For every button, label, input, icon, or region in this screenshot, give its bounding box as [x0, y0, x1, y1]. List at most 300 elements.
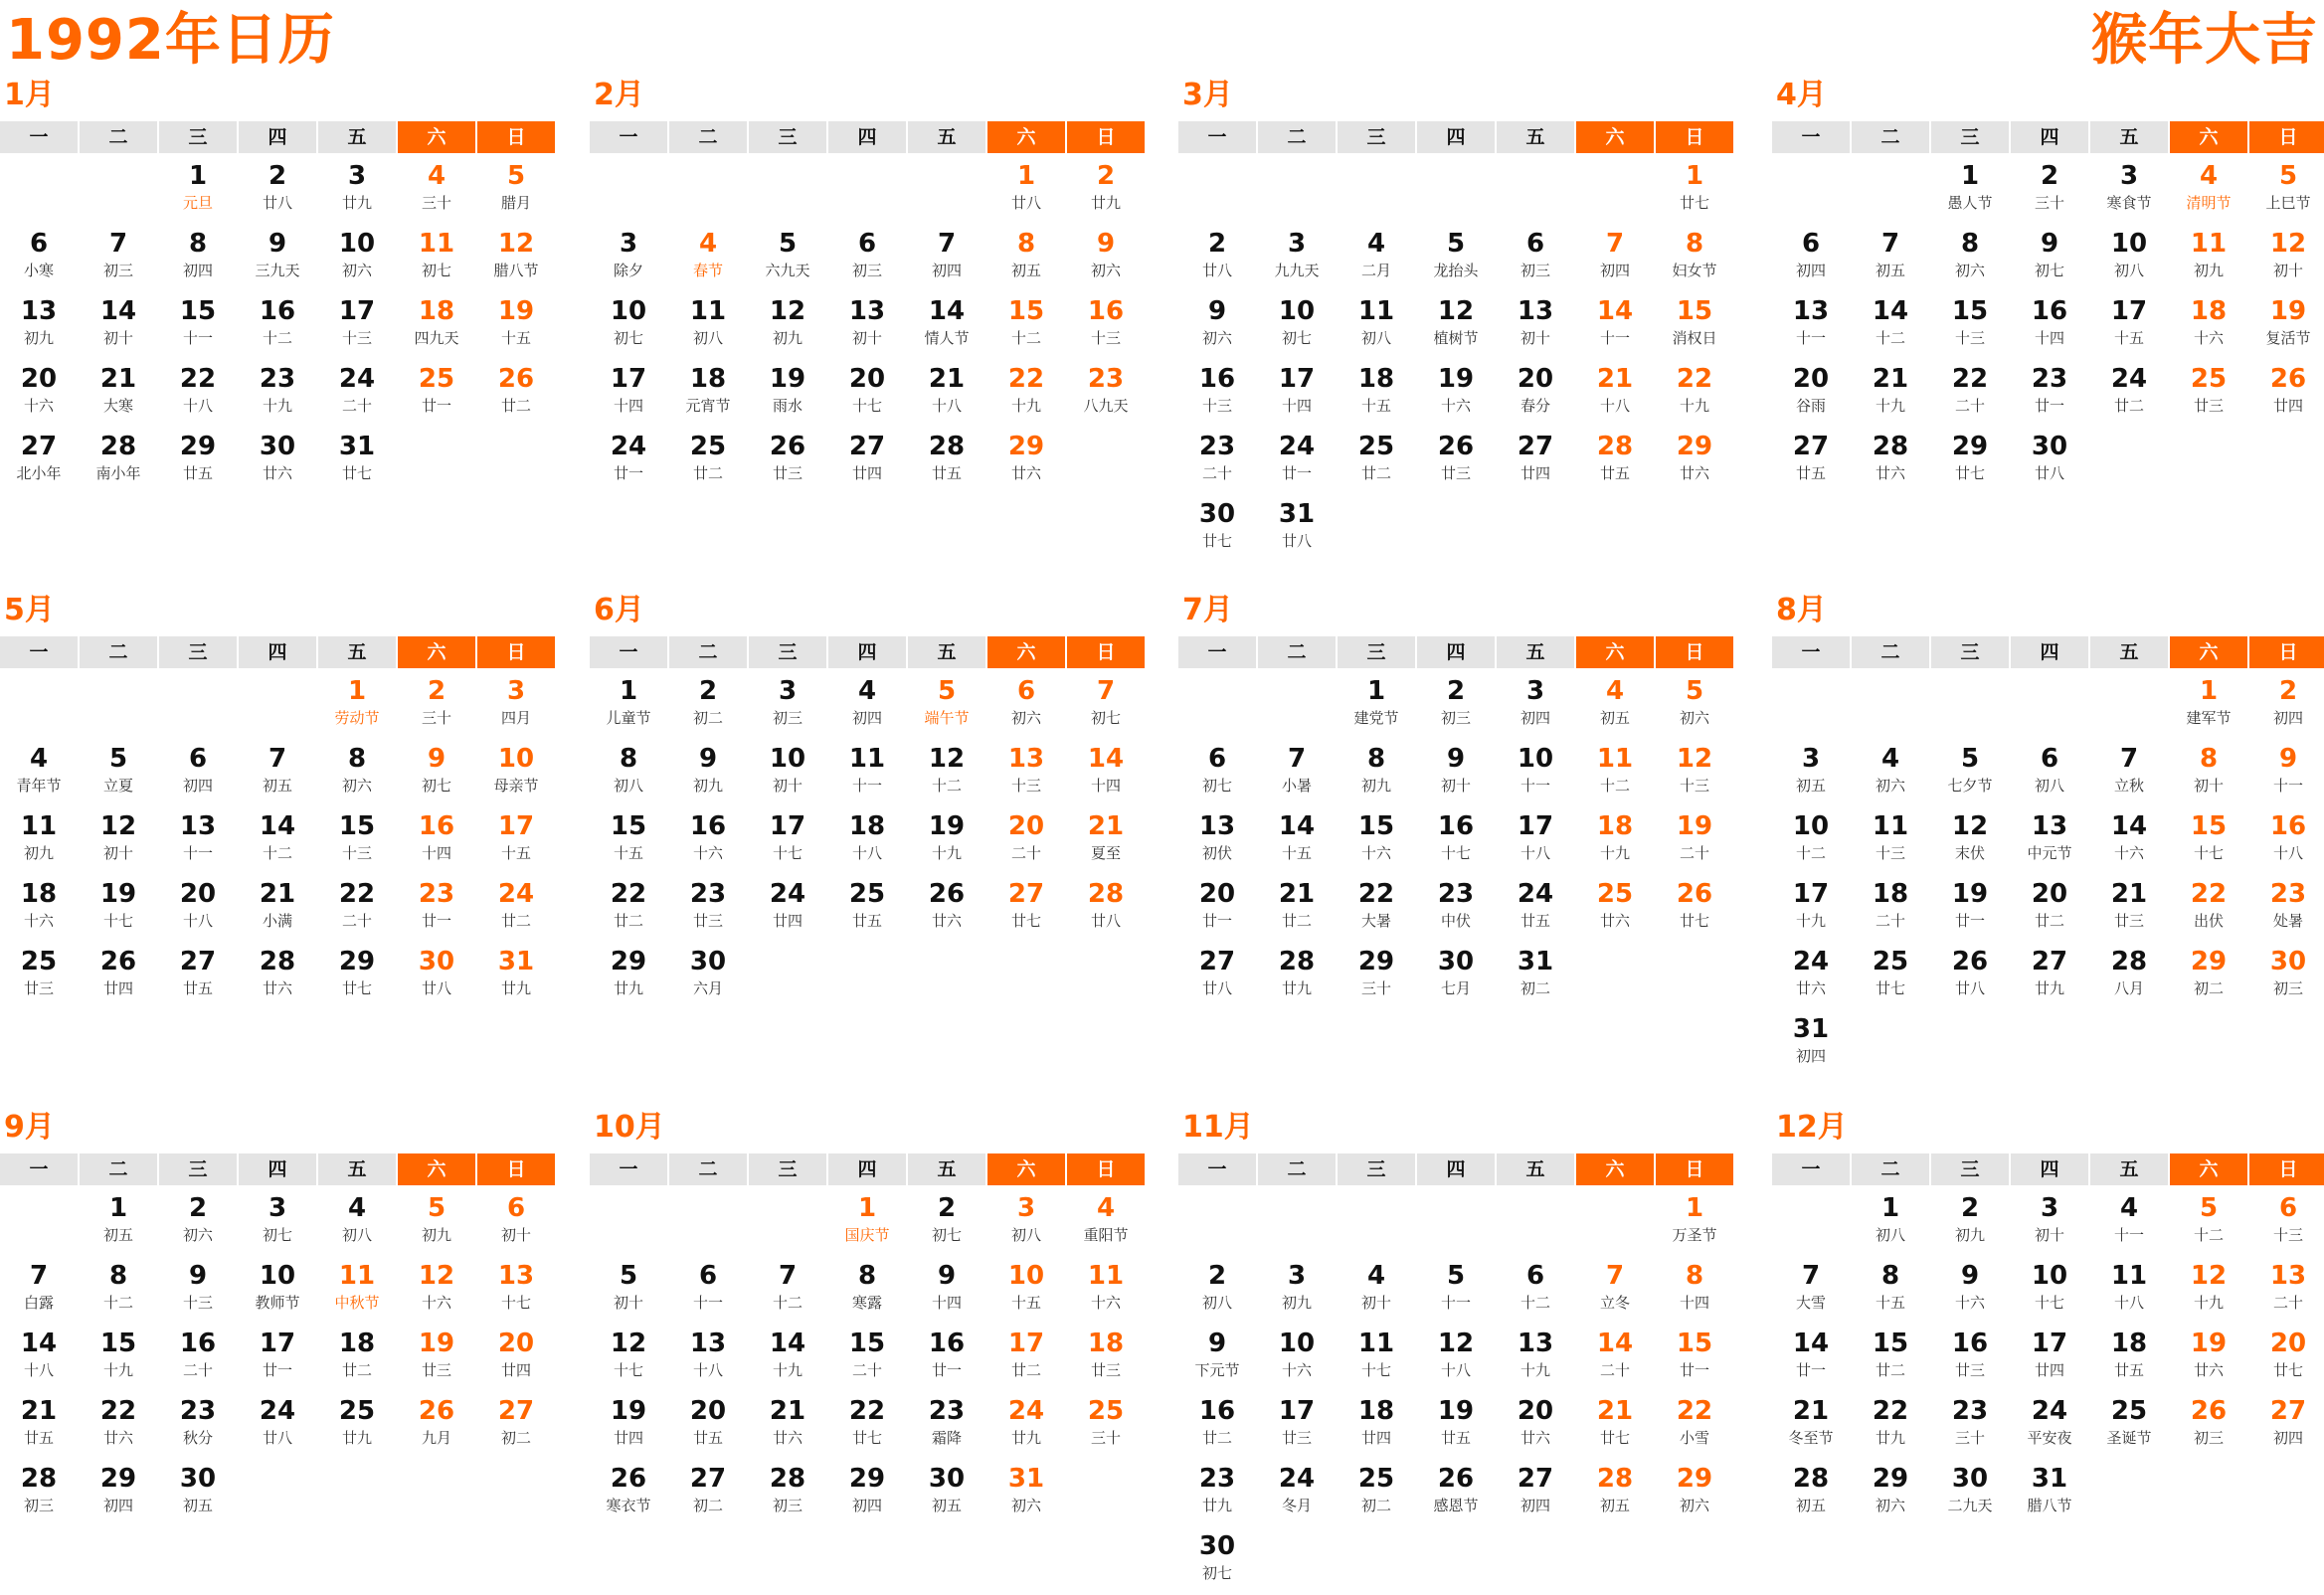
day-cell[interactable] [80, 360, 157, 428]
day-cell[interactable] [1772, 943, 1850, 1010]
day-cell[interactable] [1931, 1189, 2009, 1257]
day-cell[interactable] [590, 428, 667, 495]
day-cell[interactable] [159, 1460, 237, 1527]
day-cell[interactable] [2170, 875, 2247, 943]
day-cell[interactable] [987, 1257, 1065, 1325]
day-cell[interactable] [1067, 875, 1145, 943]
day-cell[interactable] [477, 943, 555, 1010]
day-cell[interactable] [1497, 875, 1574, 943]
day-cell[interactable] [828, 672, 906, 740]
day-cell[interactable] [749, 1325, 826, 1392]
day-cell[interactable] [1258, 1325, 1336, 1392]
day-cell[interactable] [1067, 225, 1145, 292]
day-cell[interactable] [908, 1257, 985, 1325]
day-cell[interactable] [1656, 807, 1733, 875]
day-cell[interactable] [669, 225, 747, 292]
day-cell[interactable] [2011, 1392, 2088, 1460]
day-cell[interactable] [1931, 1325, 2009, 1392]
day-cell[interactable] [1576, 1460, 1654, 1527]
day-cell[interactable] [239, 1189, 316, 1257]
day-cell[interactable] [1656, 225, 1733, 292]
day-cell[interactable] [908, 1189, 985, 1257]
day-cell[interactable] [2090, 1325, 2168, 1392]
day-cell[interactable] [669, 672, 747, 740]
day-cell[interactable] [1931, 1460, 2009, 1527]
day-cell[interactable] [828, 428, 906, 495]
day-cell[interactable] [477, 292, 555, 360]
day-cell[interactable] [0, 943, 78, 1010]
day-cell[interactable] [477, 1325, 555, 1392]
day-cell[interactable] [1772, 360, 1850, 428]
day-cell[interactable] [477, 672, 555, 740]
day-cell[interactable] [1497, 360, 1574, 428]
day-cell[interactable] [590, 1392, 667, 1460]
day-cell[interactable] [398, 157, 475, 225]
day-cell[interactable] [477, 1392, 555, 1460]
day-cell[interactable] [2090, 807, 2168, 875]
day-cell[interactable] [1338, 360, 1415, 428]
day-cell[interactable] [1338, 1325, 1415, 1392]
day-cell[interactable] [1417, 360, 1495, 428]
day-cell[interactable] [1178, 225, 1256, 292]
day-cell[interactable] [1852, 428, 1929, 495]
day-cell[interactable] [1931, 292, 2009, 360]
day-cell[interactable] [1258, 1460, 1336, 1527]
day-cell[interactable] [2090, 360, 2168, 428]
day-cell[interactable] [828, 740, 906, 807]
day-cell[interactable] [1656, 1257, 1733, 1325]
day-cell[interactable] [749, 225, 826, 292]
day-cell[interactable] [2090, 225, 2168, 292]
day-cell[interactable] [1497, 1257, 1574, 1325]
day-cell[interactable] [908, 1460, 985, 1527]
day-cell[interactable] [1338, 875, 1415, 943]
day-cell[interactable] [1656, 360, 1733, 428]
day-cell[interactable] [1772, 1460, 1850, 1527]
day-cell[interactable] [159, 1189, 237, 1257]
day-cell[interactable] [1852, 1257, 1929, 1325]
day-cell[interactable] [159, 225, 237, 292]
day-cell[interactable] [590, 875, 667, 943]
day-cell[interactable] [987, 807, 1065, 875]
day-cell[interactable] [239, 360, 316, 428]
day-cell[interactable] [669, 360, 747, 428]
day-cell[interactable] [669, 875, 747, 943]
day-cell[interactable] [1417, 807, 1495, 875]
day-cell[interactable] [159, 807, 237, 875]
day-cell[interactable] [590, 1325, 667, 1392]
day-cell[interactable] [590, 1460, 667, 1527]
day-cell[interactable] [1178, 740, 1256, 807]
day-cell[interactable] [2011, 360, 2088, 428]
day-cell[interactable] [1656, 672, 1733, 740]
day-cell[interactable] [1852, 1325, 1929, 1392]
day-cell[interactable] [80, 292, 157, 360]
day-cell[interactable] [828, 1189, 906, 1257]
day-cell[interactable] [1576, 1392, 1654, 1460]
day-cell[interactable] [398, 1257, 475, 1325]
day-cell[interactable] [1772, 1010, 1850, 1078]
day-cell[interactable] [1067, 807, 1145, 875]
day-cell[interactable] [1338, 1460, 1415, 1527]
day-cell[interactable] [669, 1257, 747, 1325]
day-cell[interactable] [908, 807, 985, 875]
day-cell[interactable] [398, 740, 475, 807]
day-cell[interactable] [318, 1189, 396, 1257]
day-cell[interactable] [1258, 1392, 1336, 1460]
day-cell[interactable] [1417, 1325, 1495, 1392]
day-cell[interactable] [80, 875, 157, 943]
day-cell[interactable] [159, 428, 237, 495]
day-cell[interactable] [1931, 360, 2009, 428]
day-cell[interactable] [1067, 1325, 1145, 1392]
day-cell[interactable] [1417, 672, 1495, 740]
day-cell[interactable] [159, 360, 237, 428]
day-cell[interactable] [669, 943, 747, 1010]
day-cell[interactable] [1852, 1392, 1929, 1460]
day-cell[interactable] [987, 360, 1065, 428]
day-cell[interactable] [398, 225, 475, 292]
day-cell[interactable] [2090, 292, 2168, 360]
day-cell[interactable] [0, 1325, 78, 1392]
day-cell[interactable] [908, 292, 985, 360]
day-cell[interactable] [2011, 807, 2088, 875]
day-cell[interactable] [590, 225, 667, 292]
day-cell[interactable] [828, 360, 906, 428]
day-cell[interactable] [239, 1392, 316, 1460]
day-cell[interactable] [1497, 428, 1574, 495]
day-cell[interactable] [2249, 943, 2324, 1010]
day-cell[interactable] [318, 807, 396, 875]
day-cell[interactable] [2170, 807, 2247, 875]
day-cell[interactable] [1656, 1460, 1733, 1527]
day-cell[interactable] [318, 672, 396, 740]
day-cell[interactable] [908, 428, 985, 495]
day-cell[interactable] [2170, 1257, 2247, 1325]
day-cell[interactable] [239, 225, 316, 292]
day-cell[interactable] [398, 1189, 475, 1257]
day-cell[interactable] [1338, 943, 1415, 1010]
day-cell[interactable] [1772, 292, 1850, 360]
day-cell[interactable] [2249, 1189, 2324, 1257]
day-cell[interactable] [1178, 807, 1256, 875]
day-cell[interactable] [0, 360, 78, 428]
day-cell[interactable] [749, 1257, 826, 1325]
day-cell[interactable] [1497, 672, 1574, 740]
day-cell[interactable] [1852, 740, 1929, 807]
day-cell[interactable] [987, 875, 1065, 943]
day-cell[interactable] [2011, 740, 2088, 807]
day-cell[interactable] [1178, 360, 1256, 428]
day-cell[interactable] [477, 1257, 555, 1325]
day-cell[interactable] [1772, 225, 1850, 292]
day-cell[interactable] [1417, 1392, 1495, 1460]
day-cell[interactable] [1497, 943, 1574, 1010]
day-cell[interactable] [1852, 360, 1929, 428]
day-cell[interactable] [2249, 1257, 2324, 1325]
day-cell[interactable] [1178, 943, 1256, 1010]
day-cell[interactable] [318, 157, 396, 225]
day-cell[interactable] [477, 807, 555, 875]
day-cell[interactable] [1656, 157, 1733, 225]
day-cell[interactable] [1852, 292, 1929, 360]
day-cell[interactable] [1417, 1460, 1495, 1527]
day-cell[interactable] [1338, 225, 1415, 292]
day-cell[interactable] [1656, 1325, 1733, 1392]
day-cell[interactable] [828, 1257, 906, 1325]
day-cell[interactable] [1772, 1257, 1850, 1325]
day-cell[interactable] [749, 360, 826, 428]
day-cell[interactable] [2011, 875, 2088, 943]
day-cell[interactable] [2249, 1325, 2324, 1392]
day-cell[interactable] [1417, 1257, 1495, 1325]
day-cell[interactable] [239, 740, 316, 807]
day-cell[interactable] [80, 943, 157, 1010]
day-cell[interactable] [987, 157, 1065, 225]
day-cell[interactable] [1338, 672, 1415, 740]
day-cell[interactable] [1772, 1325, 1850, 1392]
day-cell[interactable] [908, 740, 985, 807]
day-cell[interactable] [669, 1325, 747, 1392]
day-cell[interactable] [2011, 225, 2088, 292]
day-cell[interactable] [749, 1460, 826, 1527]
day-cell[interactable] [828, 1392, 906, 1460]
day-cell[interactable] [987, 740, 1065, 807]
day-cell[interactable] [1338, 1257, 1415, 1325]
day-cell[interactable] [1067, 157, 1145, 225]
day-cell[interactable] [159, 740, 237, 807]
day-cell[interactable] [318, 1392, 396, 1460]
day-cell[interactable] [0, 1392, 78, 1460]
day-cell[interactable] [1931, 943, 2009, 1010]
day-cell[interactable] [1497, 1392, 1574, 1460]
day-cell[interactable] [477, 875, 555, 943]
day-cell[interactable] [1497, 225, 1574, 292]
day-cell[interactable] [0, 292, 78, 360]
day-cell[interactable] [2170, 1325, 2247, 1392]
day-cell[interactable] [0, 225, 78, 292]
day-cell[interactable] [1656, 1392, 1733, 1460]
day-cell[interactable] [828, 225, 906, 292]
day-cell[interactable] [80, 1257, 157, 1325]
day-cell[interactable] [2170, 740, 2247, 807]
day-cell[interactable] [669, 292, 747, 360]
day-cell[interactable] [2090, 1392, 2168, 1460]
day-cell[interactable] [1931, 1257, 2009, 1325]
day-cell[interactable] [2011, 1189, 2088, 1257]
day-cell[interactable] [2011, 157, 2088, 225]
day-cell[interactable] [1178, 495, 1256, 563]
day-cell[interactable] [669, 1392, 747, 1460]
day-cell[interactable] [987, 672, 1065, 740]
day-cell[interactable] [159, 875, 237, 943]
day-cell[interactable] [908, 672, 985, 740]
day-cell[interactable] [749, 428, 826, 495]
day-cell[interactable] [1576, 875, 1654, 943]
day-cell[interactable] [1417, 428, 1495, 495]
day-cell[interactable] [590, 1257, 667, 1325]
day-cell[interactable] [318, 1257, 396, 1325]
day-cell[interactable] [2249, 875, 2324, 943]
day-cell[interactable] [1067, 292, 1145, 360]
day-cell[interactable] [80, 225, 157, 292]
day-cell[interactable] [1931, 740, 2009, 807]
day-cell[interactable] [1258, 360, 1336, 428]
day-cell[interactable] [1852, 807, 1929, 875]
day-cell[interactable] [590, 672, 667, 740]
day-cell[interactable] [1258, 1257, 1336, 1325]
day-cell[interactable] [239, 292, 316, 360]
day-cell[interactable] [2170, 1392, 2247, 1460]
day-cell[interactable] [749, 292, 826, 360]
day-cell[interactable] [2170, 225, 2247, 292]
day-cell[interactable] [1656, 1189, 1733, 1257]
day-cell[interactable] [1258, 875, 1336, 943]
day-cell[interactable] [1178, 1392, 1256, 1460]
day-cell[interactable] [987, 292, 1065, 360]
day-cell[interactable] [2170, 672, 2247, 740]
day-cell[interactable] [828, 875, 906, 943]
day-cell[interactable] [398, 360, 475, 428]
day-cell[interactable] [987, 1460, 1065, 1527]
day-cell[interactable] [987, 1392, 1065, 1460]
day-cell[interactable] [2011, 428, 2088, 495]
day-cell[interactable] [1931, 428, 2009, 495]
day-cell[interactable] [908, 225, 985, 292]
day-cell[interactable] [2249, 740, 2324, 807]
day-cell[interactable] [398, 1392, 475, 1460]
day-cell[interactable] [477, 225, 555, 292]
day-cell[interactable] [987, 428, 1065, 495]
day-cell[interactable] [2011, 1460, 2088, 1527]
day-cell[interactable] [398, 875, 475, 943]
day-cell[interactable] [1931, 875, 2009, 943]
day-cell[interactable] [1497, 292, 1574, 360]
day-cell[interactable] [669, 1460, 747, 1527]
day-cell[interactable] [80, 1460, 157, 1527]
day-cell[interactable] [318, 943, 396, 1010]
day-cell[interactable] [590, 292, 667, 360]
day-cell[interactable] [318, 292, 396, 360]
day-cell[interactable] [749, 807, 826, 875]
day-cell[interactable] [1772, 875, 1850, 943]
day-cell[interactable] [0, 875, 78, 943]
day-cell[interactable] [669, 807, 747, 875]
day-cell[interactable] [1852, 1460, 1929, 1527]
day-cell[interactable] [1338, 428, 1415, 495]
day-cell[interactable] [159, 1392, 237, 1460]
day-cell[interactable] [2170, 1189, 2247, 1257]
day-cell[interactable] [318, 360, 396, 428]
day-cell[interactable] [1067, 1392, 1145, 1460]
day-cell[interactable] [1178, 1527, 1256, 1595]
day-cell[interactable] [1772, 807, 1850, 875]
day-cell[interactable] [239, 1257, 316, 1325]
day-cell[interactable] [987, 1325, 1065, 1392]
day-cell[interactable] [1497, 740, 1574, 807]
day-cell[interactable] [669, 428, 747, 495]
day-cell[interactable] [1656, 875, 1733, 943]
day-cell[interactable] [2249, 360, 2324, 428]
day-cell[interactable] [590, 807, 667, 875]
day-cell[interactable] [477, 1189, 555, 1257]
day-cell[interactable] [1258, 943, 1336, 1010]
day-cell[interactable] [1576, 292, 1654, 360]
day-cell[interactable] [1497, 807, 1574, 875]
day-cell[interactable] [2249, 672, 2324, 740]
day-cell[interactable] [1656, 292, 1733, 360]
day-cell[interactable] [908, 1325, 985, 1392]
day-cell[interactable] [908, 1392, 985, 1460]
day-cell[interactable] [1576, 225, 1654, 292]
day-cell[interactable] [908, 360, 985, 428]
day-cell[interactable] [1258, 807, 1336, 875]
day-cell[interactable] [80, 1325, 157, 1392]
day-cell[interactable] [749, 740, 826, 807]
day-cell[interactable] [1852, 1189, 1929, 1257]
day-cell[interactable] [2249, 225, 2324, 292]
day-cell[interactable] [398, 672, 475, 740]
day-cell[interactable] [2011, 943, 2088, 1010]
day-cell[interactable] [1258, 428, 1336, 495]
day-cell[interactable] [1067, 360, 1145, 428]
day-cell[interactable] [477, 157, 555, 225]
day-cell[interactable] [159, 1325, 237, 1392]
day-cell[interactable] [2249, 157, 2324, 225]
day-cell[interactable] [477, 360, 555, 428]
day-cell[interactable] [1656, 428, 1733, 495]
day-cell[interactable] [2090, 943, 2168, 1010]
day-cell[interactable] [1338, 292, 1415, 360]
day-cell[interactable] [159, 157, 237, 225]
day-cell[interactable] [1178, 292, 1256, 360]
day-cell[interactable] [239, 157, 316, 225]
day-cell[interactable] [1931, 807, 2009, 875]
day-cell[interactable] [239, 1325, 316, 1392]
day-cell[interactable] [2170, 157, 2247, 225]
day-cell[interactable] [239, 943, 316, 1010]
day-cell[interactable] [318, 740, 396, 807]
day-cell[interactable] [1931, 1392, 2009, 1460]
day-cell[interactable] [1576, 740, 1654, 807]
day-cell[interactable] [80, 740, 157, 807]
day-cell[interactable] [159, 943, 237, 1010]
day-cell[interactable] [477, 740, 555, 807]
day-cell[interactable] [1258, 495, 1336, 563]
day-cell[interactable] [2090, 1257, 2168, 1325]
day-cell[interactable] [1067, 1189, 1145, 1257]
day-cell[interactable] [669, 740, 747, 807]
day-cell[interactable] [1576, 1325, 1654, 1392]
day-cell[interactable] [1067, 1257, 1145, 1325]
day-cell[interactable] [2011, 292, 2088, 360]
day-cell[interactable] [590, 943, 667, 1010]
day-cell[interactable] [318, 428, 396, 495]
day-cell[interactable] [2249, 1392, 2324, 1460]
day-cell[interactable] [159, 292, 237, 360]
day-cell[interactable] [1178, 1325, 1256, 1392]
day-cell[interactable] [318, 875, 396, 943]
day-cell[interactable] [828, 1460, 906, 1527]
day-cell[interactable] [0, 1257, 78, 1325]
day-cell[interactable] [749, 1392, 826, 1460]
day-cell[interactable] [828, 292, 906, 360]
day-cell[interactable] [1852, 943, 1929, 1010]
day-cell[interactable] [1772, 740, 1850, 807]
day-cell[interactable] [2090, 875, 2168, 943]
day-cell[interactable] [2170, 943, 2247, 1010]
day-cell[interactable] [1576, 360, 1654, 428]
